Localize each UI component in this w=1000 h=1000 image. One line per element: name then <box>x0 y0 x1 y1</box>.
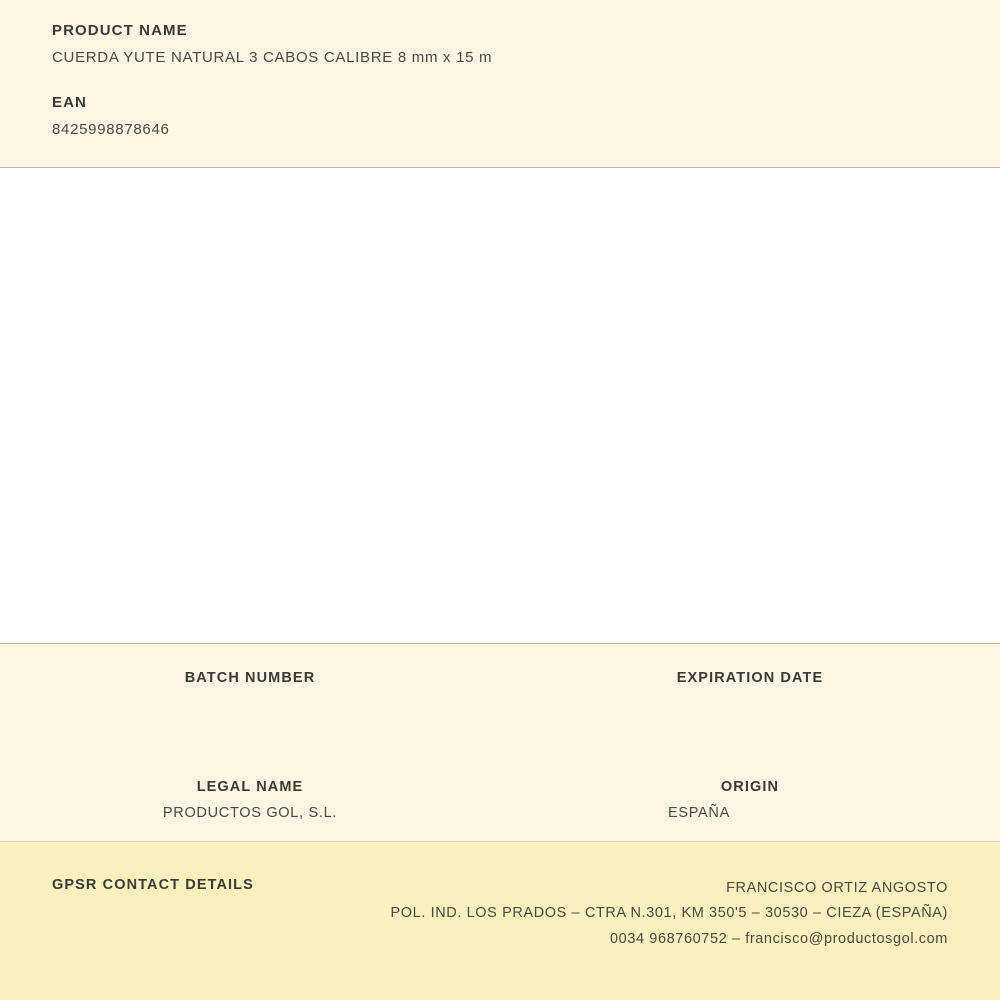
legal-name-value: PRODUCTOS GOL, S.L. <box>162 805 338 821</box>
gpsr-contact-name: FRANCISCO ORTIZ ANGOSTO <box>726 880 948 896</box>
gpsr-contact-address: POL. IND. LOS PRADOS – CTRA N.301, KM 350'5 – 30530 – CIEZA (ESPAÑA) <box>390 905 948 922</box>
gpsr-contact-phone-email: 0034 968760752 – francisco@productosgol.com <box>610 930 948 947</box>
product-summary-block <box>0 0 1000 168</box>
batch-number-label: BATCH NUMBER <box>184 670 316 686</box>
product-name-value: CUERDA YUTE NATURAL 3 CABOS CALIBRE 8 mm x 15 m <box>52 49 493 66</box>
origin-field <box>500 779 1000 822</box>
product-image-area <box>0 168 1000 644</box>
expiration-date-field <box>500 670 1000 713</box>
batch-number-field <box>0 670 500 713</box>
legal-name-label: LEGAL NAME <box>196 779 304 795</box>
origin-value: ESPAÑA <box>668 805 730 821</box>
ean-value: 8425998878646 <box>52 121 170 138</box>
legal-name-field <box>0 779 500 822</box>
origin-label: ORIGIN <box>720 779 780 795</box>
expiration-date-label: EXPIRATION DATE <box>676 670 824 686</box>
ean-field <box>0 94 1000 138</box>
product-name-field <box>0 22 1000 66</box>
product-details-block <box>0 644 1000 842</box>
expiration-date-value <box>500 696 1000 713</box>
gpsr-contact-lines <box>391 876 948 952</box>
details-row-batch-expiration <box>0 644 1000 713</box>
ean-label: EAN <box>52 94 87 111</box>
details-row-legal-origin <box>0 713 1000 822</box>
batch-number-value <box>0 696 500 713</box>
gpsr-contact-footer <box>0 842 1000 1000</box>
gpsr-contact-label: GPSR CONTACT DETAILS <box>52 877 254 893</box>
product-name-label: PRODUCT NAME <box>52 22 188 39</box>
